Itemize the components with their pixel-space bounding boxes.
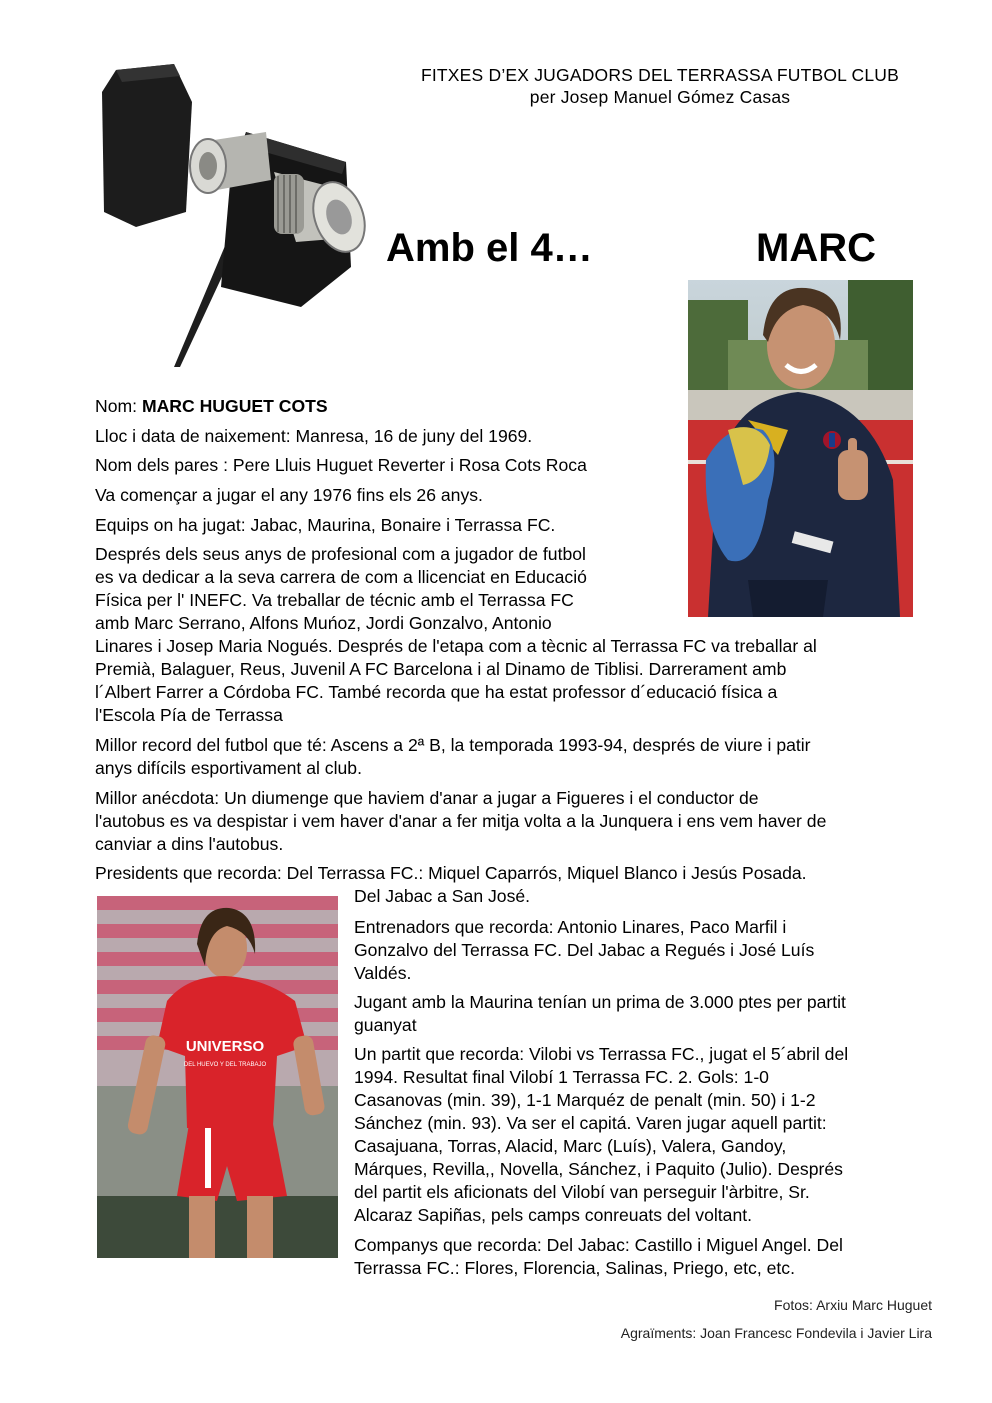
companys-line: Terrassa FC.: Flores, Florencia, Salinas, Priego, etc, etc. [354,1258,795,1278]
paragraph-anecdota [95,787,955,856]
despres-line: amb Marc Serrano, Alfons Muńoz, Jordi Gonzalvo, Antonio [95,613,552,633]
maurina-line: Jugant amb la Maurina tenían un prima de 3.000 ptes per partit [354,992,846,1012]
anecdota-line: canviar a dins l'autobus. [95,834,284,854]
despres-line: es va dedicar a la seva carrera de com a llicenciat en Educació [95,567,587,587]
footer-agraiments: Agraïments: Joan Francesc Fondevila i Javier Lira [620,1325,932,1341]
partit-line: del partit els aficionats del Vilobí van perseguir l'àrbitre, Sr. [354,1182,810,1202]
despres-line: Linares i Josep Maria Nogués. Després de l'etapa com a tècnic al Terrassa FC va treballar al [95,636,817,656]
footer-fotos: Fotos: Arxiu Marc Huguet [774,1297,932,1313]
despres-line: l´Albert Farrer a Córdoba FC. També recorda que ha estat professor d´educació física a [95,682,778,702]
partit-line: Casanovas (min. 39), 1-1 Marquéz de penalt (min. 50) i 1-2 [354,1090,816,1110]
header-title: FITXES D’EX JUGADORS DEL TERRASSA FUTBOL CLUB [420,65,900,85]
companys-line: Companys que recorda: Del Jabac: Castillo i Miguel Angel. Del [354,1235,843,1255]
partit-line: 1994. Resultat final Vilobí 1 Terrassa FC. 2. Gols: 1-0 [354,1067,769,1087]
presidents-line: Presidents que recorda: Del Terrassa FC.: Miquel Caparrós, Miquel Blanco i Jesús Posada. [95,863,807,883]
paragraph-companys [354,1234,954,1280]
field-equips: Equips on ha jugat: Jabac, Maurina, Bonaire i Terrassa FC. [95,515,556,535]
record-line: Millor record del futbol que té: Ascens a 2ª B, la temporada 1993-94, després de viure i patir [95,735,811,755]
field-lloc: Lloc i data de naixement: Manresa, 16 de juny del 1969. [95,426,533,446]
partit-line: Márques, Revilla,, Novella, Sánchez, i Paquito (Julio). Després [354,1159,843,1179]
field-nom [95,395,328,418]
shirt-sub-text: DEL HUEVO Y DEL TRABAJO [183,1062,267,1068]
entrenadors-line: Valdés. [354,963,412,983]
anecdota-line: Millor anécdota: Un diumenge que haviem d'anar a jugar a Figueres i el conductor de [95,788,759,808]
record-line: anys difícils esportivament al club. [95,758,362,778]
despres-line: Premià, Balaguer, Reus, Juvenil A FC Barcelona i al Dinamo de Tiblisi. Darrerament amb [95,659,787,679]
presidents-line: Del Jabac a San José. [354,886,531,906]
photo-marc-player [97,896,338,1258]
document-header [380,64,940,108]
title-name: MARC [756,226,876,270]
paragraph-maurina [354,991,954,1037]
partit-line: Un partit que recorda: Vilobi vs Terrassa FC., jugat el 5´abril del [354,1044,849,1064]
partit-line: Sánchez (min. 93). Va ser el capitá. Varen jugar aquell partit: [354,1113,827,1133]
paragraph-partit [354,1043,954,1227]
entrenadors-line: Entrenadors que recorda: Antonio Linares, Paco Marfil i [354,917,787,937]
partit-line: Alcaraz Sapiñas, pels camps conreuats del voltant. [354,1205,753,1225]
field-nom-value: MARC HUGUET COTS [141,396,328,416]
paragraph-entrenadors [354,916,954,985]
entrenadors-line: Gonzalvo del Terrassa FC. Del Jabac a Regués i José Luís [354,940,815,960]
shirt-sponsor-text: UNIVERSO [185,1038,265,1055]
loudspeaker-logo [96,62,376,372]
paragraph-record [95,734,955,780]
field-comencar: Va començar a jugar el any 1976 fins els 26 anys. [95,485,483,505]
anecdota-line: l'autobus es va despistar i vem haver d'anar a fer mitja volta a la Junquera i ens vem haver de [95,811,827,831]
despres-line: Després dels seus anys de profesional com a jugador de futbol [95,544,586,564]
header-author: per Josep Manuel Gómez Casas [529,87,791,107]
despres-line: l'Escola Pía de Terrassa [95,705,283,725]
despres-line: Física per l' INEFC. Va treballar de técnic amb el Terrassa FC [95,590,574,610]
paragraph-despres [95,543,955,727]
partit-line: Casajuana, Torras, Alacid, Marc (Luís), Valera, Gandoy, [354,1136,787,1156]
field-pares: Nom dels pares : Pere Lluis Huguet Reverter i Rosa Cots Roca [95,455,587,475]
field-nom-label: Nom: [95,396,142,416]
title-number: Amb el 4… [386,226,593,270]
maurina-line: guanyat [354,1015,417,1035]
